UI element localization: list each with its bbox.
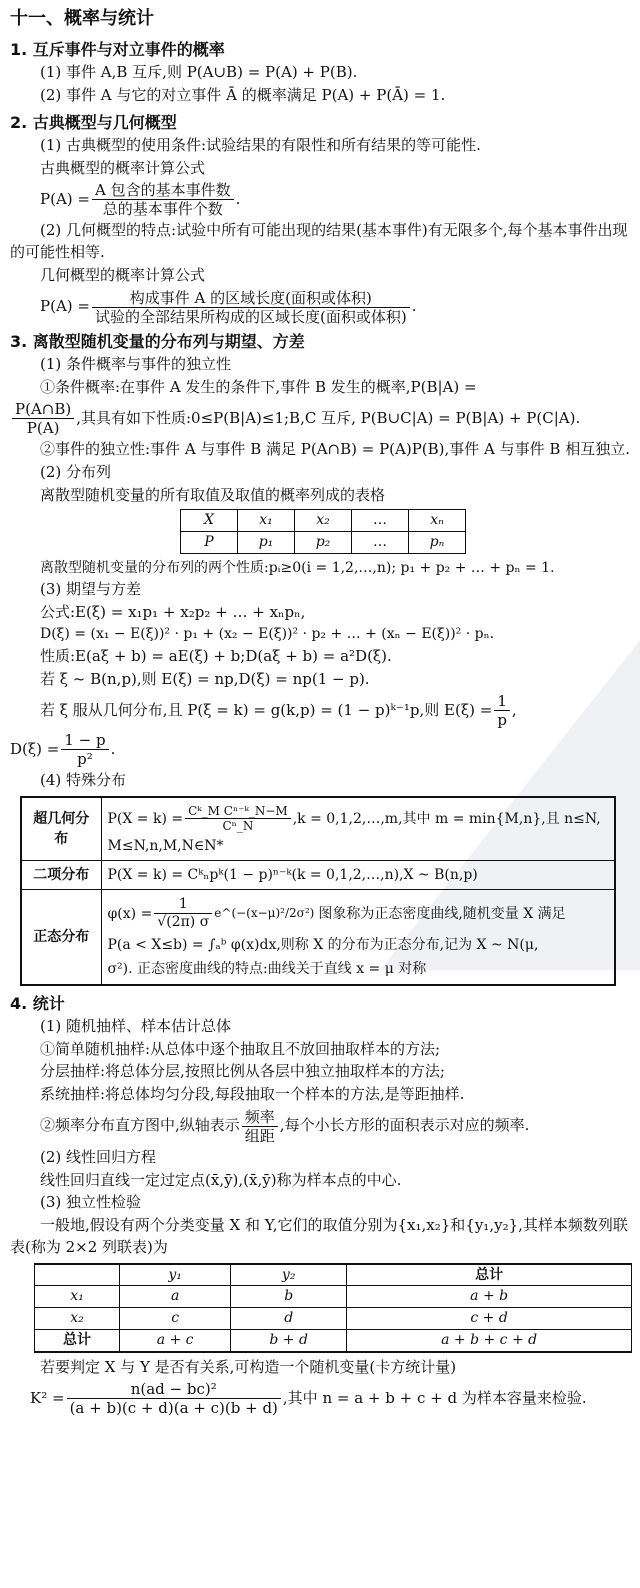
table-cell: P xyxy=(181,531,238,553)
table-cell: c xyxy=(120,1308,231,1330)
table-cell: xₙ xyxy=(409,509,466,531)
classical-numerator: A 包含的基本事件数 xyxy=(92,181,234,200)
s2-line-4: 几何概型的概率计算公式 xyxy=(40,265,206,284)
geo-expect-denominator: p xyxy=(497,711,507,730)
s4-line-10: 若要判定 X 与 Y 是否有关系,可构造一个随机变量(卡方统计量) xyxy=(40,1357,457,1376)
geo-variance-fraction xyxy=(61,731,108,768)
table-cell: x₁ xyxy=(238,509,295,531)
table-cell: 总计 xyxy=(35,1330,120,1352)
binomial-label: 二项分布 xyxy=(21,861,101,890)
table-cell: a + c xyxy=(120,1330,231,1352)
section-3-heading: 3. 离散型随机变量的分布列与期望、方差 xyxy=(10,331,305,351)
chi-square-row xyxy=(10,1380,632,1417)
classical-formula-lhs: P(A) = xyxy=(40,190,90,209)
s3-line-4: ②事件的独立性:事件 A 与事件 B 满足 P(A∩B) = P(A)P(B),事件 A 与事件 B 相互独立. xyxy=(40,440,630,459)
s4-line-4: 系统抽样:将总体均匀分段,每段抽取一个样本的方法,是等距抽样. xyxy=(40,1085,465,1103)
s3-line-13: 若 ξ 服从几何分布,且 P(ξ = k) = g(k,p) = (1 − p)ᵏ⁻¹p,则 E(ξ) = xyxy=(40,700,493,719)
s4-line-5a: ②频率分布直方图中,纵轴表示 xyxy=(40,1116,240,1135)
s3-line-8: (3) 期望与方差 xyxy=(40,579,142,598)
normal-line-3: σ²). 正态密度曲线的特点:曲线关于直线 x = μ 对称 xyxy=(107,961,427,978)
geo-variance-lhs: D(ξ) = xyxy=(10,739,60,758)
table-cell: a + b xyxy=(347,1286,632,1308)
s3-line-3: ,其具有如下性质:0≤P(B|A)≤1;B,C 互斥, P(B∪C|A) = P(B|A) + P(C|A). xyxy=(76,409,581,428)
s3-line-5: (2) 分布列 xyxy=(40,463,112,482)
table-row xyxy=(181,509,466,531)
frequency-fraction xyxy=(242,1108,278,1145)
table-cell: x₂ xyxy=(35,1308,120,1330)
frequency-numerator: 频率 xyxy=(242,1108,278,1127)
s4-line-5b: ,每个小长方形的面积表示对应的频率. xyxy=(279,1116,530,1135)
table-cell: p₁ xyxy=(238,531,295,553)
s4-line-7: 线性回归直线一定过定点(x̄,ȳ),(x̄,ȳ)称为样本点的中心. xyxy=(40,1170,402,1189)
table-cell: c + d xyxy=(347,1308,632,1330)
normal-rest: 图象称为正态密度曲线,随机变量 X 满足 xyxy=(318,905,566,922)
binomial-formula: P(X = k) = Cᵏₙpᵏ(1 − p)ⁿ⁻ᵏ(k = 0,1,2,…,n),X ~ B(n,p) xyxy=(101,861,615,890)
normal-exponent: e^(−(x−μ)²/2σ²) xyxy=(214,905,315,920)
s4-line-2: ①简单随机抽样:从总体中逐个抽取且不放回抽取样本的方法; xyxy=(40,1039,441,1058)
table-cell: b xyxy=(231,1286,347,1308)
normal-denominator: √(2π) σ xyxy=(157,914,210,931)
classical-fraction xyxy=(92,181,234,218)
normal-label: 正态分布 xyxy=(21,890,101,985)
geo-expect-numerator: 1 xyxy=(494,692,510,711)
conditional-numerator: P(A∩B) xyxy=(12,400,74,419)
hyper-lhs: P(X = k) = xyxy=(107,810,184,827)
table-cell: x₁ xyxy=(35,1286,120,1308)
hyper-line-2: M≤N,n,M,N∈N* xyxy=(107,837,224,854)
geometric-formula-lhs: P(A) = xyxy=(40,297,90,316)
s1-line-1: (1) 事件 A,B 互斥,则 P(A∪B) = P(A) + P(B). xyxy=(40,63,358,82)
geometric-numerator: 构成事件 A 的区域长度(面积或体积) xyxy=(92,289,410,308)
s3-line-2: ①条件概率:在事件 A 发生的条件下,事件 B 发生的概率,P(B|A) = xyxy=(40,377,477,396)
table-cell: a xyxy=(120,1286,231,1308)
classical-formula: P(A) = $\frac{\text{A 包含的基本事件数}}{\text{总的基本事件个数}}$ . xyxy=(40,181,241,219)
table-row xyxy=(35,1264,632,1286)
normal-fraction xyxy=(154,896,212,931)
classical-denominator: 总的基本事件个数 xyxy=(102,200,223,219)
s3-line-7: 离散型随机变量的分布列的两个性质:pᵢ≥0(i = 1,2,…,n); p₁ + p₂ + … + pₙ = 1. xyxy=(40,559,555,576)
table-row xyxy=(21,797,615,861)
frequency-denominator: 组距 xyxy=(244,1126,275,1145)
frequency-row xyxy=(10,1108,632,1145)
hypergeometric-cell xyxy=(101,797,615,861)
geometric-variance-row: D(ξ) = $\frac{1 - p}{\text{p²}}$ . xyxy=(10,731,116,769)
special-distribution-table xyxy=(20,796,616,986)
s2-line-3: (2) 几何概型的特点:试验中所有可能出现的结果(基本事件)有无限多个,每个基本事件出现的可能性相等. xyxy=(10,221,628,262)
distribution-table xyxy=(180,509,466,554)
table-cell: p₂ xyxy=(295,531,352,553)
s4-line-8: (3) 独立性检验 xyxy=(40,1193,142,1212)
s1-line-2: (2) 事件 A 与它的对立事件 Ā 的概率满足 P(A) + P(Ā) = 1. xyxy=(40,86,446,105)
s2-line-1: (1) 古典概型的使用条件:试验结果的有限性和所有结果的等可能性. xyxy=(40,135,481,154)
contingency-table xyxy=(34,1263,632,1353)
normal-line-2: P(a < X≤b) = ∫ₐᵇ φ(x)dx,则称 X 的分布为正态分布,记为 X ~ N(μ, xyxy=(107,936,539,953)
hyper-rest: ,k = 0,1,2,…,m,其中 m = min{M,n},且 n≤N, xyxy=(292,810,601,827)
table-row xyxy=(21,890,615,985)
k2-lhs: K² = xyxy=(30,1388,65,1407)
conditional-prob-row xyxy=(10,400,632,437)
conditional-fraction xyxy=(12,400,74,437)
s3-line-1: (1) 条件概率与事件的独立性 xyxy=(40,354,232,373)
hyper-numerator: Cᵏ_M Cⁿ⁻ᵏ_N−M xyxy=(185,804,291,819)
geometric-dist-row: 若 ξ 服从几何分布,且 P(ξ = k) = g(k,p) = (1 − p)ᵏ⁻¹p,则 E(ξ) = $\frac{1}{p}$ , xyxy=(40,692,517,730)
table-cell: pₙ xyxy=(409,531,466,553)
table-cell: y₁ xyxy=(120,1264,231,1286)
hyper-denominator: Cⁿ_N xyxy=(222,819,254,834)
table-cell: 总计 xyxy=(347,1264,632,1286)
normal-numerator: 1 xyxy=(154,896,212,914)
table-cell: a + b + c + d xyxy=(347,1330,632,1352)
k2-rest: ,其中 n = a + b + c + d 为样本容量来检验. xyxy=(282,1388,587,1407)
geometric-denominator: 试验的全部结果所构成的区域长度(面积或体积) xyxy=(94,307,407,326)
table-row xyxy=(35,1286,632,1308)
s4-line-9: 一般地,假设有两个分类变量 X 和 Y,它们的取值分别为{x₁,x₂}和{y₁,y₂},其样本频数列联表(称为 2×2 列联表)为 xyxy=(10,1216,628,1256)
table-cell: x₂ xyxy=(295,509,352,531)
s3-line-15: (4) 特殊分布 xyxy=(40,771,127,790)
section-4-heading: 4. 统计 xyxy=(10,993,65,1013)
s3-line-6: 离散型随机变量的所有取值及取值的概率列成的表格 xyxy=(40,485,386,504)
geometric-formula: P(A) = $\frac{\text{构成事件 A 的区域长度(面积或体积)}}{\text{试验的全部结果所构成的区域长度(面积或体积)}}$ . xyxy=(40,288,417,326)
normal-cell xyxy=(101,890,615,985)
section-2-heading: 2. 古典概型与几何概型 xyxy=(10,112,177,132)
k2-denominator: (a + b)(c + d)(a + c)(b + d) xyxy=(69,1399,278,1418)
section-1-heading: 1. 互斥事件与对立事件的概率 xyxy=(10,40,225,60)
table-row xyxy=(35,1308,632,1330)
table-cell: X xyxy=(181,509,238,531)
table-cell: … xyxy=(352,509,409,531)
s4-line-3: 分层抽样:将总体分层,按照比例从各层中独立抽取样本的方法; xyxy=(40,1062,445,1081)
s2-line-2: 古典概型的概率计算公式 xyxy=(40,158,206,177)
table-cell xyxy=(35,1264,120,1286)
k2-fraction xyxy=(67,1380,281,1417)
s4-line-6: (2) 线性回归方程 xyxy=(40,1147,157,1166)
s3-line-10: D(ξ) = (x₁ − E(ξ))² · p₁ + (x₂ − E(ξ))² · p₂ + … + (xₙ − E(ξ))² · pₙ. xyxy=(40,626,495,643)
table-cell: d xyxy=(231,1308,347,1330)
table-row xyxy=(21,861,615,890)
s4-line-1: (1) 随机抽样、样本估计总体 xyxy=(40,1016,232,1035)
table-row xyxy=(35,1330,632,1352)
hyper-fraction xyxy=(185,804,291,834)
table-cell: b + d xyxy=(231,1330,347,1352)
conditional-denominator: P(A) xyxy=(26,419,60,438)
normal-lhs: φ(x) = xyxy=(107,905,153,922)
k2-numerator: n(ad − bc)² xyxy=(67,1380,281,1399)
chapter-title: 十一、概率与统计 xyxy=(10,8,154,29)
s3-line-11: 性质:E(aξ + b) = aE(ξ) + b;D(aξ + b) = a²D(ξ). xyxy=(40,646,392,665)
geo-expect-fraction xyxy=(494,692,510,729)
geometric-fraction xyxy=(92,289,410,326)
s3-line-9: 公式:E(ξ) = x₁p₁ + x₂p₂ + … + xₙpₙ, xyxy=(40,602,306,621)
hypergeometric-label: 超几何分布 xyxy=(21,797,101,861)
geo-variance-denominator: p² xyxy=(77,750,93,769)
geo-variance-numerator: 1 − p xyxy=(61,731,108,750)
table-cell: … xyxy=(352,531,409,553)
table-cell: y₂ xyxy=(231,1264,347,1286)
s3-line-12: 若 ξ ~ B(n,p),则 E(ξ) = np,D(ξ) = np(1 − p). xyxy=(40,669,370,688)
table-row xyxy=(181,531,466,553)
